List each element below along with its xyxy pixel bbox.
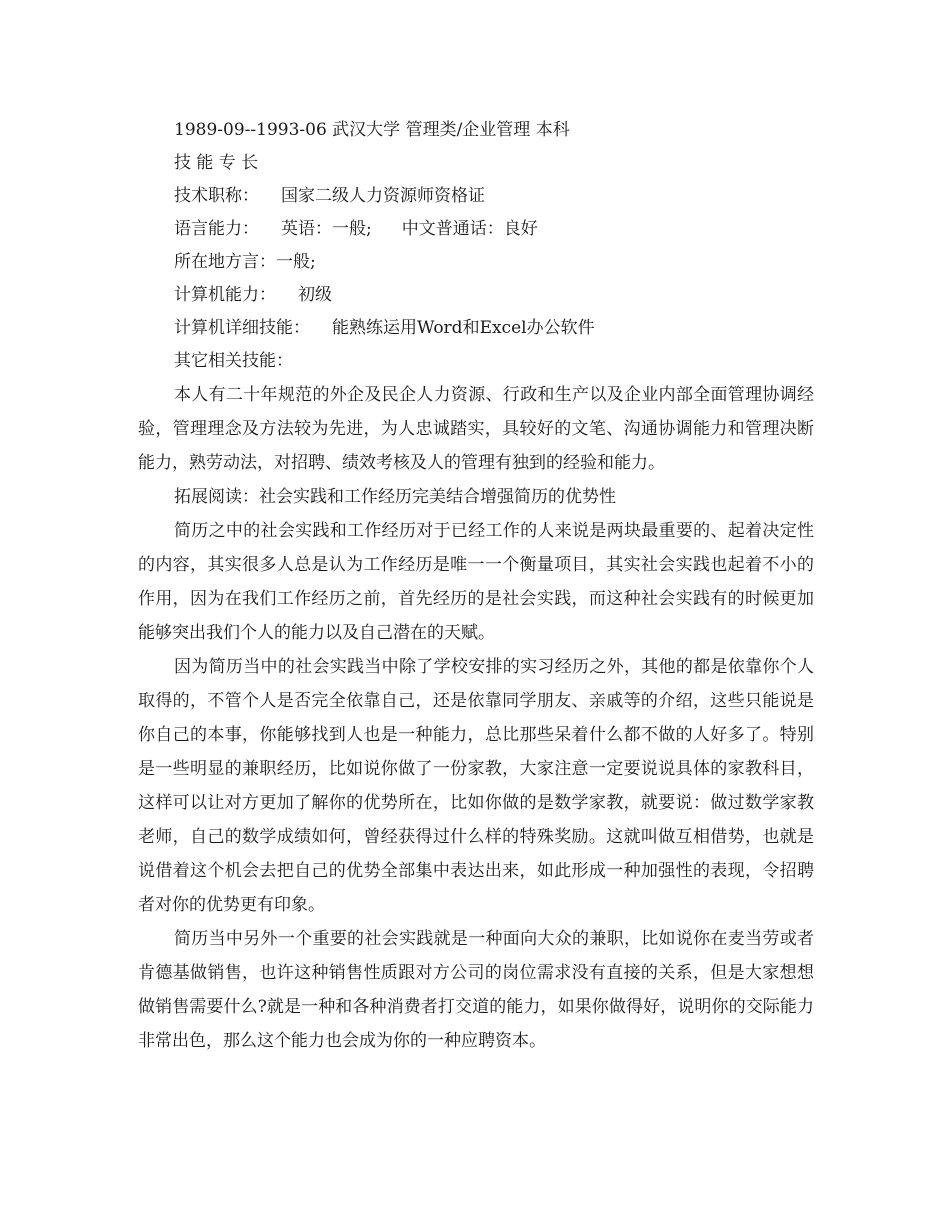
- computer-detail-label: 计算机详细技能：: [174, 318, 310, 338]
- language-english: 英语：一般;: [281, 219, 372, 239]
- language-label: 语言能力：: [174, 219, 259, 239]
- other-skills-text: 本人有二十年规范的外企及民企人力资源、行政和生产以及企业内部全面管理协调经验，管理理念及方法较为先进，为人忠诚踏实，具较好的文笔、沟通协调能力和管理决断能力，熟劳动法，对招聘、绩效考核及人的管理有独到的经验和能力。: [138, 385, 814, 473]
- other-skills-label: 其它相关技能：: [174, 351, 293, 371]
- computer-detail-value: 能熟练运用Word和Excel办公软件: [332, 318, 595, 338]
- computer-line: [138, 279, 814, 312]
- article-paragraph: 简历之中的社会实践和工作经历对于已经工作的人来说是两块最重要的、起着决定性的内容，其实很多人总是认为工作经历是唯一一个衡量项目，其实社会实践也起着不小的作用，因为在我们工作经历之前，首先经历的是社会实践，而这种社会实践有的时候更加能够突出我们个人的能力以及自己潜在的天赋。: [138, 521, 814, 643]
- language-mandarin: 中文普通话：良好: [401, 219, 538, 239]
- technical-title-label: 技术职称：: [174, 186, 259, 206]
- computer-value: 初级: [298, 285, 332, 305]
- document-body: [138, 114, 814, 1058]
- skills-heading: 技 能 专 长: [174, 153, 259, 173]
- article-heading: 拓展阅读：社会实践和工作经历完美结合增强简历的优势性: [174, 487, 616, 507]
- technical-title-line: [138, 180, 814, 213]
- computer-label: 计算机能力：: [174, 285, 276, 305]
- technical-title-value: 国家二级人力资源师资格证: [281, 186, 485, 206]
- article-paragraph: 因为简历当中的社会实践当中除了学校安排的实习经历之外，其他的都是依靠你个人取得的，不管个人是否完全依靠自己，还是依靠同学朋友、亲戚等的介绍，这些只能说是你自己的本事，你能够找到人也是一种能力，总比那些呆着什么都不做的人好多了。特别是一些明显的兼职经历，比如说你做了一份家教，大家注意一定要说说具体的家教科目，这样可以让对方更加了解你的优势所在，比如你做的是数学家教，就要说：做过数学家教老师，自己的数学成绩如何，曾经获得过什么样的特殊奖励。这就叫做互相借势，也就是说借着这个机会去把自己的优势全部集中表达出来，如此形成一种加强性的表现，令招聘者对你的优势更有印象。: [138, 657, 814, 915]
- education-line: 1989-09--1993-06 武汉大学 管理类/企业管理 本科: [174, 120, 570, 140]
- computer-detail-line: [138, 312, 814, 345]
- article-paragraph: 简历当中另外一个重要的社会实践就是一种面向大众的兼职，比如说你在麦当劳或者肯德基做销售，也许这种销售性质跟对方公司的岗位需求没有直接的关系，但是大家想想做销售需要什么?就是一种和各种消费者打交道的能力，如果你做得好，说明你的交际能力非常出色，那么这个能力也会成为你的一种应聘资本。: [138, 929, 814, 1051]
- dialect-line: 所在地方言：一般;: [174, 252, 316, 272]
- language-line: [138, 213, 814, 246]
